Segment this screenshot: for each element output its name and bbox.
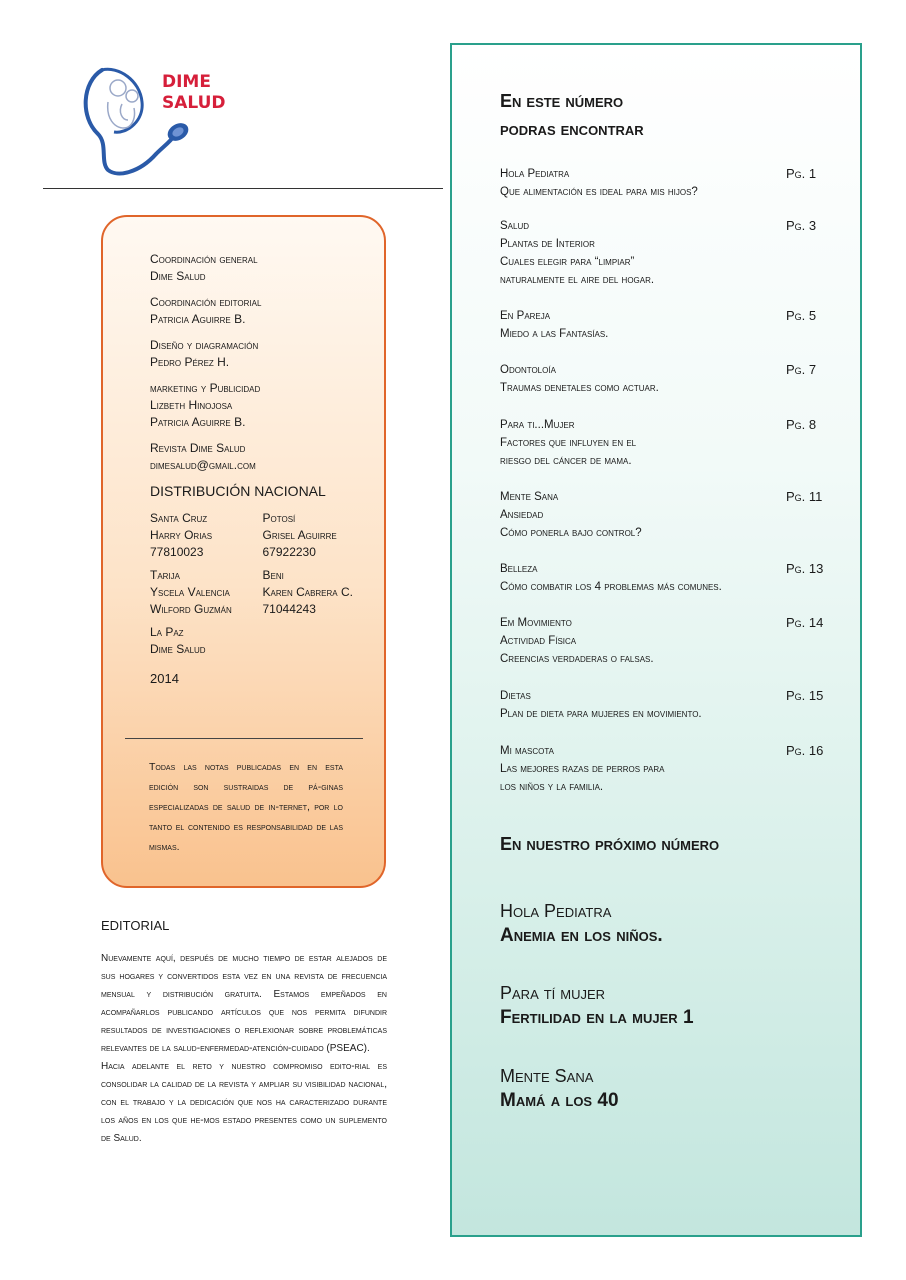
toc-page-number: Pg. 15	[786, 688, 824, 703]
toc-line: Que alimentación es ideal para mis hijos?	[500, 186, 698, 198]
credit-block	[150, 440, 375, 474]
logo-line-1: DIME	[162, 72, 211, 92]
publication-year: 2014	[150, 671, 179, 686]
toc-line: Cómo ponerla bajo control?	[500, 527, 642, 539]
credit-role: Diseño y diagramación	[150, 338, 259, 352]
toc-line: Cuales elegir para “limpiar”	[500, 256, 635, 268]
next-issue-section: Para tí mujer	[500, 983, 606, 1003]
table-of-contents-panel	[450, 43, 862, 1237]
toc-item[interactable]	[500, 361, 830, 397]
credit-role: Coordinación editorial	[150, 295, 262, 309]
distribution-phone: 67922230	[262, 545, 316, 559]
toc-page-number: Pg. 16	[786, 743, 824, 758]
distribution-entry	[263, 567, 376, 618]
toc-list	[500, 165, 830, 796]
next-issue-item	[500, 981, 694, 1031]
distribution-city: Tarija	[150, 568, 181, 582]
distribution-entry	[150, 510, 263, 561]
toc-line: Plan de dieta para mujeres en movimiento.	[500, 708, 702, 720]
toc-line: Plantas de Interior	[500, 238, 595, 250]
distribution-contact: Harry Orias	[150, 528, 213, 542]
toc-line: naturalmente el aire del hogar.	[500, 274, 655, 286]
credit-name: Patricia Aguirre B.	[150, 415, 246, 429]
credit-name: Patricia Aguirre B.	[150, 312, 246, 326]
distribution-contact: Karen Cabrera C.	[262, 585, 353, 599]
toc-section: Mente Sana	[500, 491, 559, 503]
toc-line: Actividad Física	[500, 635, 577, 647]
distribution-right-column	[263, 510, 376, 664]
credits-divider	[125, 738, 363, 739]
toc-section: Belleza	[500, 563, 538, 575]
toc-section: En Pareja	[500, 310, 551, 322]
credit-name: Dime Salud	[150, 269, 206, 283]
distribution-city: Beni	[262, 568, 284, 582]
credit-name: Lizbeth Hinojosa	[150, 398, 233, 412]
credit-block	[150, 251, 375, 285]
distribution-phone: 71044243	[262, 602, 316, 616]
toc-section: Dietas	[500, 690, 531, 702]
editorial-body	[101, 950, 387, 1148]
toc-page-number: Pg. 11	[786, 489, 823, 504]
toc-heading-line: En este número	[500, 91, 624, 111]
distribution-columns	[150, 510, 375, 664]
toc-line: Factores que influyen en el	[500, 437, 637, 449]
toc-item[interactable]	[500, 416, 830, 470]
toc-line: Ansiedad	[500, 509, 544, 521]
credit-role: Coordinación general	[150, 252, 258, 266]
toc-section: Hola Pediatra	[500, 168, 570, 180]
toc-item[interactable]	[500, 614, 830, 668]
next-issue-title: Mamá a los 40	[500, 1090, 619, 1111]
toc-line: Cómo combatir los 4 problemas más comunes.	[500, 581, 722, 593]
credits-content	[150, 251, 375, 687]
next-issue-heading: En nuestro próximo número	[500, 834, 720, 854]
distribution-contact: Wilford Guzmán	[150, 602, 232, 616]
toc-section: Em Movimiento	[500, 617, 572, 629]
toc-page-number: Pg. 8	[786, 417, 817, 432]
distribution-city: La Paz	[150, 625, 184, 639]
next-issue-section: Hola Pediatra	[500, 901, 612, 921]
toc-page-number: Pg. 14	[786, 615, 824, 630]
toc-item[interactable]	[500, 742, 830, 796]
credit-role: Revista Dime Salud	[150, 441, 246, 455]
editorial-paragraph: Hacia adelante el reto y nuestro compromiso edito-rial es consolidar la calidad de la revista y ampliar su visibilidad nacional, con el trabajo y la dedicación que nos ha caracterizado durante los años en los que he-mos estado presentes como un suplemento de Salud.	[101, 1061, 387, 1144]
logo-wordmark	[162, 72, 226, 114]
disclaimer-text: Todas las notas publicadas en en esta edición son sustraidas de pá-ginas especializadas de salud de in-ternet, por lo tanto el contenido es responsabilidad de las mismas.	[149, 761, 343, 853]
distribution-phone: 77810023	[150, 545, 204, 559]
toc-section: Salud	[500, 220, 530, 232]
toc-item[interactable]	[500, 560, 830, 596]
distribution-entry	[263, 510, 376, 561]
toc-section: Mi mascota	[500, 745, 554, 757]
distribution-entry	[150, 624, 263, 658]
toc-item[interactable]	[500, 307, 830, 343]
distribution-title: DISTRIBUCIÓN NACIONAL	[150, 483, 326, 499]
toc-item[interactable]	[500, 165, 830, 201]
distribution-city: Santa Cruz	[150, 511, 208, 525]
header-divider	[43, 188, 443, 189]
logo-line-2: SALUD	[162, 93, 226, 113]
toc-item[interactable]	[500, 217, 830, 289]
toc-item[interactable]	[500, 687, 830, 723]
toc-section: Odontoloía	[500, 364, 556, 376]
credit-role: marketing y Publicidad	[150, 381, 261, 395]
toc-section: Para ti...Mujer	[500, 419, 575, 431]
toc-line: Las mejores razas de perros para	[500, 763, 665, 775]
editorial-title: EDITORIAL	[101, 918, 170, 933]
toc-page-number: Pg. 1	[786, 166, 817, 181]
credits-box	[101, 215, 386, 888]
distribution-contact: Yscela Valencia	[150, 585, 230, 599]
distribution-city: Potosí	[262, 511, 296, 525]
toc-page-number: Pg. 7	[786, 362, 817, 377]
toc-line: Traumas denetales como actuar.	[500, 382, 659, 394]
credit-block	[150, 337, 375, 371]
distribution-entry	[150, 567, 263, 618]
credit-block	[150, 294, 375, 328]
toc-heading	[500, 87, 644, 143]
next-issue-title: Fertilidad en la mujer 1	[500, 1007, 694, 1028]
toc-item[interactable]	[500, 488, 830, 542]
toc-page-number: Pg. 13	[786, 561, 824, 576]
next-issue-item	[500, 899, 663, 949]
toc-heading-line: podras encontrar	[500, 119, 644, 139]
distribution-left-column	[150, 510, 263, 664]
credit-block	[150, 380, 375, 431]
toc-page-number: Pg. 3	[786, 218, 817, 233]
toc-page-number: Pg. 5	[786, 308, 817, 323]
credit-name: Pedro Pérez H.	[150, 355, 230, 369]
next-issue-title: Anemia en los niños.	[500, 925, 663, 946]
next-issue-section: Mente Sana	[500, 1066, 594, 1086]
distribution-contact: Dime Salud	[150, 642, 206, 656]
toc-line: riesgo del cáncer de mama.	[500, 455, 632, 467]
dime-salud-logo	[78, 62, 238, 180]
toc-line: Creencias verdaderas o falsas.	[500, 653, 654, 665]
distribution-contact: Grisel Aguirre	[262, 528, 337, 542]
toc-line: Miedo a las Fantasías.	[500, 328, 609, 340]
contact-email: dimesalud@gmail.com	[150, 458, 256, 472]
toc-line: los niños y la familia.	[500, 781, 604, 793]
next-issue-item	[500, 1064, 619, 1114]
editorial-paragraph: Nuevamente aquí, después de mucho tiempo de estar alejados de sus hogares y convertidos esta vez en una revista de frecuencia mensual y distribución gratuita. Estamos empeñados en acompañarlos publicando artículos que nos permita difundir resultados de investigaciones o reflexionar sobre problemáticas relevantes de la salud-enfermedad-atención-cuidado (PSEAC).	[101, 953, 387, 1054]
